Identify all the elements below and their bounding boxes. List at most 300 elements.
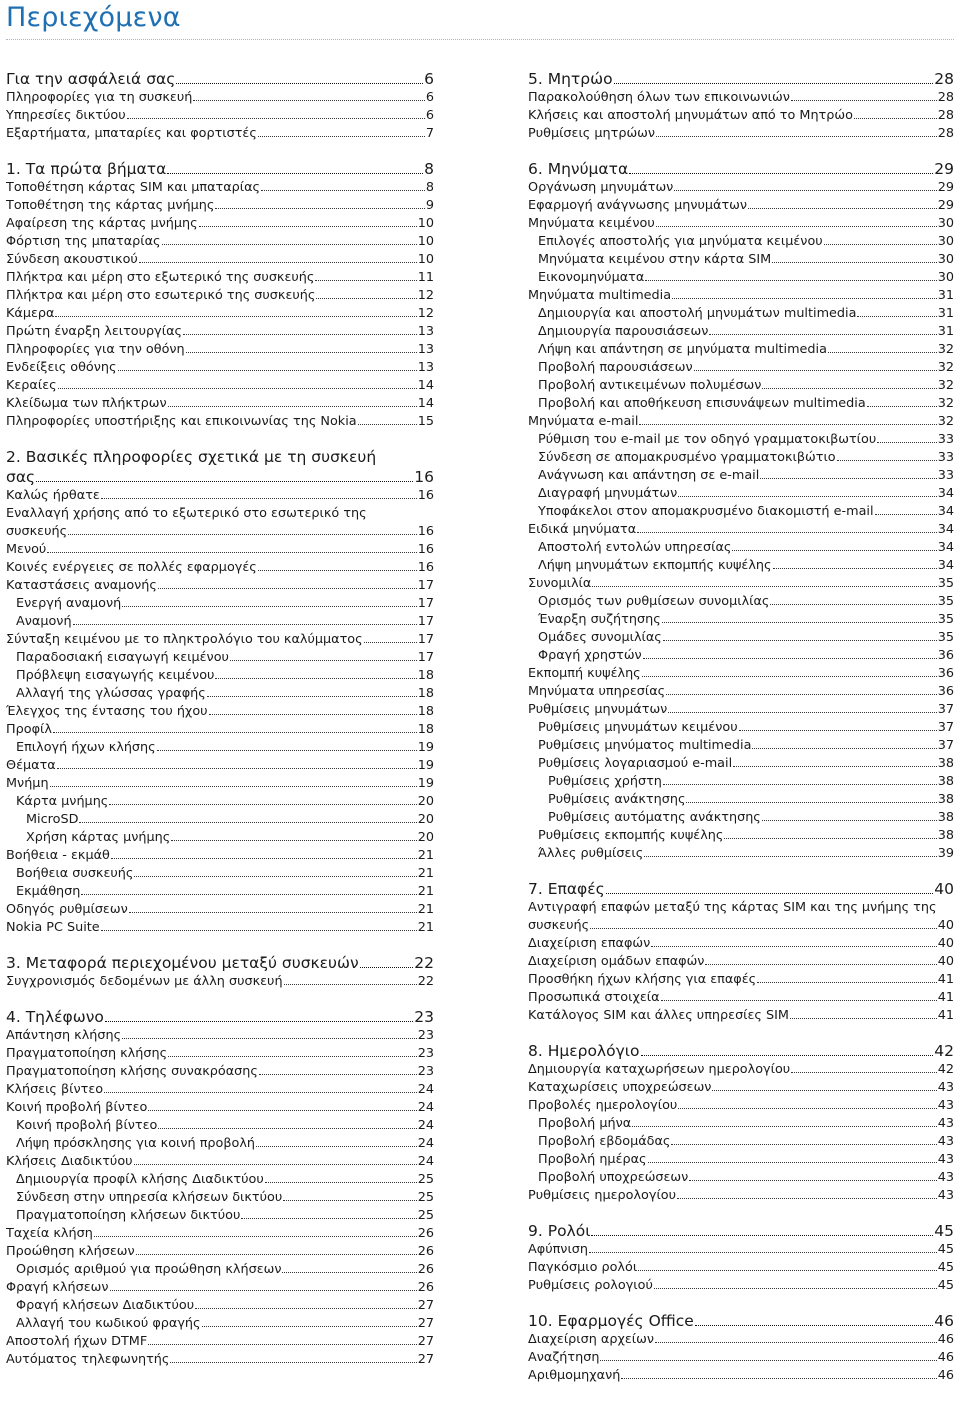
toc-page-number: 21 bbox=[417, 866, 434, 881]
toc-entry[interactable] bbox=[528, 575, 954, 593]
toc-dot-leader bbox=[790, 1018, 937, 1019]
toc-entry[interactable] bbox=[6, 541, 434, 559]
toc-entry-text: MicroSD bbox=[26, 812, 79, 827]
toc-entry[interactable] bbox=[528, 827, 954, 845]
toc-entry[interactable] bbox=[6, 233, 434, 251]
toc-entry[interactable] bbox=[528, 1061, 954, 1079]
toc-dot-leader bbox=[168, 1056, 417, 1057]
toc-page-number: 33 bbox=[937, 450, 954, 465]
toc-page-number: 16 bbox=[417, 524, 434, 539]
toc-entry-text: Κάμερα bbox=[6, 306, 55, 321]
toc-entry[interactable] bbox=[6, 1207, 434, 1225]
toc-entry-text: Κεραίες bbox=[6, 378, 57, 393]
toc-page-number: 20 bbox=[417, 830, 434, 845]
toc-entry-text: Προώθηση κλήσεων bbox=[6, 1244, 135, 1259]
toc-page-number: 42 bbox=[934, 1042, 954, 1060]
toc-page-number: 28 bbox=[937, 126, 954, 141]
toc-page-number: 7 bbox=[425, 126, 434, 141]
toc-entry[interactable] bbox=[528, 107, 954, 125]
toc-section bbox=[6, 159, 434, 431]
toc-entry[interactable] bbox=[6, 179, 434, 197]
toc-entry-text: Λήψη και απάντηση σε μηνύματα multimedia bbox=[538, 342, 827, 357]
toc-entry-text: Αποστολή εντολών υπηρεσίας bbox=[538, 540, 732, 555]
toc-dot-leader bbox=[655, 1342, 937, 1343]
toc-dot-leader bbox=[656, 136, 937, 137]
toc-entry[interactable] bbox=[528, 269, 954, 287]
toc-entry-text: Συνομιλία bbox=[528, 576, 592, 591]
toc-entry-text: Φόρτιση της μπαταρίας bbox=[6, 234, 161, 249]
toc-entry-text: Αριθμομηχανή bbox=[528, 1368, 621, 1383]
toc-entry[interactable] bbox=[528, 251, 954, 269]
toc-entry[interactable] bbox=[6, 919, 434, 937]
toc-dot-leader bbox=[600, 1360, 936, 1361]
toc-entry[interactable] bbox=[528, 89, 954, 107]
toc-entry[interactable] bbox=[6, 739, 434, 757]
toc-entry-text: Μηνύματα κειμένου στην κάρτα SIM bbox=[538, 252, 772, 267]
toc-dot-leader bbox=[118, 370, 417, 371]
toc-entry-text: Πλήκτρα και μέρη στο εσωτερικό της συσκευής bbox=[6, 288, 316, 303]
toc-entry[interactable] bbox=[6, 269, 434, 287]
toc-entry[interactable] bbox=[528, 773, 954, 791]
toc-section bbox=[6, 69, 434, 143]
toc-page-number: 43 bbox=[937, 1080, 954, 1095]
toc-entry[interactable] bbox=[528, 593, 954, 611]
toc-page-number: 29 bbox=[934, 160, 954, 178]
toc-entry-text: Συγχρονισμός δεδομένων με άλλη συσκευή bbox=[6, 974, 283, 989]
toc-dot-leader bbox=[668, 712, 936, 713]
toc-entry-line bbox=[528, 917, 954, 935]
toc-entry[interactable] bbox=[6, 395, 434, 413]
toc-entry[interactable] bbox=[528, 539, 954, 557]
toc-entry-text: Πραγματοποίηση κλήσεων δικτύου bbox=[16, 1208, 241, 1223]
toc-dot-leader bbox=[315, 280, 416, 281]
toc-entry-text: Λήψη πρόσκλησης για κοινή προβολή bbox=[16, 1136, 256, 1151]
toc-entry[interactable] bbox=[528, 845, 954, 863]
toc-dot-leader bbox=[101, 930, 417, 931]
toc-entry[interactable] bbox=[528, 611, 954, 629]
toc-page-number: 32 bbox=[937, 342, 954, 357]
toc-page-number: 35 bbox=[937, 576, 954, 591]
toc-entry[interactable] bbox=[528, 557, 954, 575]
toc-dot-leader bbox=[241, 1218, 416, 1219]
toc-entry[interactable] bbox=[6, 613, 434, 631]
toc-dot-leader bbox=[589, 1252, 937, 1253]
toc-entry[interactable] bbox=[528, 413, 954, 431]
toc-entry[interactable] bbox=[528, 1331, 954, 1349]
toc-entry[interactable] bbox=[6, 305, 434, 323]
toc-dot-leader bbox=[592, 586, 936, 587]
toc-dot-leader bbox=[791, 1072, 937, 1073]
toc-page-number: 38 bbox=[937, 756, 954, 771]
toc-dot-leader bbox=[732, 550, 936, 551]
toc-entry[interactable] bbox=[6, 1315, 434, 1333]
toc-entry[interactable] bbox=[6, 775, 434, 793]
toc-dot-leader bbox=[857, 316, 936, 317]
toc-page-number: 43 bbox=[937, 1152, 954, 1167]
toc-entry[interactable] bbox=[528, 197, 954, 215]
toc-entry[interactable] bbox=[528, 665, 954, 683]
toc-entry[interactable] bbox=[528, 341, 954, 359]
toc-dot-leader bbox=[258, 136, 425, 137]
toc-dot-leader bbox=[678, 496, 936, 497]
toc-page-number: 33 bbox=[937, 468, 954, 483]
toc-dot-leader bbox=[663, 640, 937, 641]
toc-page-number: 19 bbox=[417, 758, 434, 773]
toc-dot-leader bbox=[674, 190, 936, 191]
toc-entry[interactable] bbox=[528, 1349, 954, 1367]
toc-page-number: 43 bbox=[937, 1170, 954, 1185]
toc-entry[interactable] bbox=[6, 1081, 434, 1099]
toc-entry[interactable] bbox=[6, 89, 434, 107]
toc-page-number: 45 bbox=[937, 1242, 954, 1257]
toc-entry-text: Κάρτα μνήμης bbox=[16, 794, 109, 809]
toc-entry-text: Παρακολούθηση όλων των επικοινωνιών bbox=[528, 90, 790, 105]
toc-entry[interactable] bbox=[6, 1171, 434, 1189]
toc-entry[interactable] bbox=[6, 649, 434, 667]
toc-chapter-entry[interactable] bbox=[6, 159, 434, 179]
toc-entry-text: Προσθήκη ήχων κλήσης για επαφές bbox=[528, 972, 757, 987]
toc-entry[interactable] bbox=[6, 1243, 434, 1261]
toc-entry[interactable] bbox=[6, 559, 434, 577]
toc-chapter-entry[interactable] bbox=[528, 879, 954, 899]
toc-entry[interactable] bbox=[6, 1099, 434, 1117]
toc-entry[interactable] bbox=[6, 1261, 434, 1279]
toc-page-number: 45 bbox=[937, 1260, 954, 1275]
toc-entry[interactable] bbox=[528, 215, 954, 233]
toc-entry[interactable] bbox=[528, 233, 954, 251]
toc-page-number: 21 bbox=[417, 884, 434, 899]
toc-entry-text: Ταχεία κλήση bbox=[6, 1226, 93, 1241]
toc-entry[interactable] bbox=[6, 793, 434, 811]
toc-chapter-entry[interactable] bbox=[528, 69, 954, 89]
toc-entry[interactable] bbox=[528, 1259, 954, 1277]
toc-page-number: 38 bbox=[937, 774, 954, 789]
toc-page-number: 22 bbox=[414, 954, 434, 972]
toc-entry-text: Αποστολή ήχων DTMF bbox=[6, 1334, 148, 1349]
toc-entry[interactable] bbox=[6, 287, 434, 305]
toc-entry[interactable] bbox=[528, 791, 954, 809]
toc-page-number: 17 bbox=[417, 632, 434, 647]
toc-chapter-entry[interactable] bbox=[6, 953, 434, 973]
toc-page-number: 10 bbox=[417, 252, 434, 267]
toc-right-column bbox=[528, 69, 954, 1401]
toc-entry[interactable] bbox=[528, 305, 954, 323]
toc-dot-leader bbox=[158, 1128, 416, 1129]
toc-dot-leader bbox=[724, 838, 936, 839]
toc-entry[interactable] bbox=[6, 1279, 434, 1297]
toc-page-number: 13 bbox=[417, 360, 434, 375]
toc-entry[interactable] bbox=[6, 703, 434, 721]
toc-chapter-entry[interactable] bbox=[528, 1041, 954, 1061]
toc-page-number: 26 bbox=[417, 1244, 434, 1259]
toc-dot-leader bbox=[168, 406, 417, 407]
toc-entry[interactable] bbox=[528, 1133, 954, 1151]
toc-entry-text: Προβολή μήνα bbox=[538, 1116, 632, 1131]
toc-entry[interactable] bbox=[6, 721, 434, 739]
toc-entry-text: Φραγή κλήσεων bbox=[6, 1280, 109, 1295]
toc-chapter-entry[interactable] bbox=[6, 447, 434, 487]
toc-entry-text: Ανάγνωση και απάντηση σε e-mail bbox=[538, 468, 760, 483]
toc-page-number: 17 bbox=[417, 596, 434, 611]
toc-page-number: 29 bbox=[937, 180, 954, 195]
toc-entry[interactable] bbox=[6, 685, 434, 703]
toc-entry[interactable] bbox=[6, 487, 434, 505]
toc-entry[interactable] bbox=[528, 935, 954, 953]
toc-dot-leader bbox=[171, 840, 416, 841]
toc-entry[interactable] bbox=[6, 1063, 434, 1081]
toc-entry[interactable] bbox=[528, 431, 954, 449]
toc-entry[interactable] bbox=[6, 1045, 434, 1063]
toc-entry[interactable] bbox=[528, 1367, 954, 1385]
toc-entry[interactable] bbox=[6, 125, 434, 143]
toc-entry-text: Προβολή ημέρας bbox=[538, 1152, 647, 1167]
toc-page-number: 21 bbox=[417, 920, 434, 935]
toc-entry[interactable] bbox=[6, 1027, 434, 1045]
toc-entry-text: Πληροφορίες για τη συσκευή bbox=[6, 90, 193, 105]
toc-entry[interactable] bbox=[528, 989, 954, 1007]
toc-dot-leader bbox=[261, 190, 425, 191]
toc-chapter-entry[interactable] bbox=[6, 1007, 434, 1027]
toc-entry-text: Ρυθμίσεις μητρώων bbox=[528, 126, 656, 141]
toc-entry[interactable] bbox=[528, 179, 954, 197]
toc-dot-leader bbox=[643, 658, 937, 659]
toc-entry-text: Προβολή παρουσιάσεων bbox=[538, 360, 693, 375]
toc-page-number: 26 bbox=[417, 1280, 434, 1295]
toc-entry-text: Αλλαγή του κωδικού φραγής bbox=[16, 1316, 201, 1331]
toc-dot-leader bbox=[733, 766, 937, 767]
toc-entry[interactable] bbox=[6, 359, 434, 377]
toc-dot-leader bbox=[695, 1325, 933, 1326]
toc-page-number: 13 bbox=[417, 324, 434, 339]
toc-section bbox=[6, 953, 434, 991]
toc-entry[interactable] bbox=[6, 1189, 434, 1207]
toc-entry[interactable] bbox=[528, 647, 954, 665]
toc-entry[interactable] bbox=[6, 901, 434, 919]
toc-dot-leader bbox=[637, 532, 937, 533]
toc-page-number: 43 bbox=[937, 1098, 954, 1113]
toc-entry[interactable] bbox=[528, 1007, 954, 1025]
toc-page-number: 11 bbox=[417, 270, 434, 285]
toc-entry[interactable] bbox=[528, 737, 954, 755]
toc-dot-leader bbox=[167, 173, 423, 174]
toc-entry[interactable] bbox=[6, 251, 434, 269]
toc-page-number: 35 bbox=[937, 594, 954, 609]
toc-dot-leader bbox=[207, 696, 417, 697]
toc-entry-text: Κατάλογος SIM και άλλες υπηρεσίες SIM bbox=[528, 1008, 789, 1023]
toc-dot-leader bbox=[256, 1146, 417, 1147]
toc-entry-text: Για την ασφάλειά σας bbox=[6, 70, 176, 88]
toc-entry-text: Φραγή χρηστών bbox=[538, 648, 642, 663]
toc-entry[interactable] bbox=[6, 883, 434, 901]
toc-entry[interactable] bbox=[528, 485, 954, 503]
toc-dot-leader bbox=[648, 1162, 937, 1163]
toc-entry[interactable] bbox=[528, 503, 954, 521]
toc-entry[interactable] bbox=[528, 521, 954, 539]
toc-entry[interactable] bbox=[528, 287, 954, 305]
toc-entry-text: Έλεγχος της έντασης του ήχου bbox=[6, 704, 208, 719]
toc-entry[interactable] bbox=[528, 359, 954, 377]
toc-entry[interactable] bbox=[6, 413, 434, 431]
toc-entry[interactable] bbox=[6, 667, 434, 685]
toc-page-number: 45 bbox=[934, 1222, 954, 1240]
toc-page-number: 35 bbox=[937, 612, 954, 627]
toc-entry[interactable] bbox=[528, 899, 954, 935]
toc-entry[interactable] bbox=[528, 755, 954, 773]
toc-dot-leader bbox=[109, 804, 416, 805]
toc-entry[interactable] bbox=[528, 1115, 954, 1133]
toc-entry[interactable] bbox=[6, 595, 434, 613]
toc-dot-leader bbox=[642, 676, 937, 677]
toc-entry[interactable] bbox=[6, 829, 434, 847]
toc-dot-leader bbox=[364, 642, 417, 643]
toc-page-number: 37 bbox=[937, 702, 954, 717]
toc-chapter-entry[interactable] bbox=[528, 1311, 954, 1331]
toc-page-number: 16 bbox=[417, 560, 434, 575]
toc-entry[interactable] bbox=[528, 449, 954, 467]
toc-section bbox=[528, 159, 954, 863]
toc-entry[interactable] bbox=[6, 197, 434, 215]
toc-entry[interactable] bbox=[6, 1297, 434, 1315]
toc-entry[interactable] bbox=[528, 953, 954, 971]
toc-entry[interactable] bbox=[528, 719, 954, 737]
toc-entry-text: Εναλλαγή χρήσης από το εξωτερικό στο εσωτερικό της bbox=[6, 506, 367, 521]
toc-dot-leader bbox=[265, 1182, 417, 1183]
toc-dot-leader bbox=[53, 732, 417, 733]
toc-dot-leader bbox=[68, 534, 417, 535]
toc-entry[interactable] bbox=[6, 1117, 434, 1135]
toc-entry[interactable] bbox=[6, 631, 434, 649]
toc-entry-text: Κλείδωμα των πλήκτρων bbox=[6, 396, 167, 411]
toc-page-number: 12 bbox=[417, 306, 434, 321]
toc-entry[interactable] bbox=[528, 377, 954, 395]
toc-dot-leader bbox=[705, 964, 936, 965]
toc-dot-leader bbox=[157, 750, 417, 751]
toc-entry[interactable] bbox=[528, 323, 954, 341]
toc-entry[interactable] bbox=[528, 395, 954, 413]
toc-entry[interactable] bbox=[6, 505, 434, 541]
toc-entry-text: Ειδικά μηνύματα bbox=[528, 522, 637, 537]
toc-dot-leader bbox=[656, 226, 937, 227]
toc-entry-text: Λήψη μηνυμάτων εκπομπής κυψέλης bbox=[538, 558, 772, 573]
toc-section bbox=[528, 1221, 954, 1295]
toc-entry-text: 7. Επαφές bbox=[528, 880, 605, 898]
toc-entry[interactable] bbox=[6, 1153, 434, 1171]
toc-dot-leader bbox=[58, 388, 417, 389]
toc-entry[interactable] bbox=[6, 811, 434, 829]
toc-dot-leader bbox=[358, 424, 417, 425]
toc-entry-text: Προβολή και αποθήκευση επισυνάψεων multimedia bbox=[538, 396, 866, 411]
toc-page-number: 30 bbox=[937, 270, 954, 285]
toc-dot-leader bbox=[199, 226, 417, 227]
toc-entry-text: Προσωπικά στοιχεία bbox=[528, 990, 660, 1005]
toc-page-number: 21 bbox=[417, 848, 434, 863]
toc-dot-leader bbox=[762, 820, 937, 821]
toc-dot-leader bbox=[590, 928, 937, 929]
toc-entry[interactable] bbox=[6, 107, 434, 125]
toc-page-number: 43 bbox=[937, 1188, 954, 1203]
toc-dot-leader bbox=[73, 624, 417, 625]
toc-entry-text: Ρυθμίσεις χρήστη bbox=[548, 774, 662, 789]
toc-entry[interactable] bbox=[528, 1151, 954, 1169]
toc-page-number: 46 bbox=[937, 1350, 954, 1365]
toc-entry[interactable] bbox=[6, 323, 434, 341]
toc-entry[interactable] bbox=[528, 467, 954, 485]
toc-dot-leader bbox=[183, 334, 417, 335]
toc-entry[interactable] bbox=[528, 1241, 954, 1259]
toc-chapter-entry[interactable] bbox=[6, 69, 434, 89]
toc-dot-leader bbox=[81, 894, 416, 895]
toc-entry-text: Κλήσεις Διαδικτύου bbox=[6, 1154, 133, 1169]
toc-entry[interactable] bbox=[528, 125, 954, 143]
toc-page-number: 41 bbox=[937, 990, 954, 1005]
toc-entry[interactable] bbox=[6, 1333, 434, 1351]
toc-entry[interactable] bbox=[6, 865, 434, 883]
toc-entry-text: Υποφάκελοι στον απομακρυσμένο διακομιστή e-mail bbox=[538, 504, 874, 519]
toc-entry[interactable] bbox=[528, 1097, 954, 1115]
toc-page-number: 38 bbox=[937, 792, 954, 807]
toc-entry-text: Υπηρεσίες δικτύου bbox=[6, 108, 126, 123]
toc-entry-text-continued: συσκευής bbox=[528, 918, 590, 933]
toc-chapter-entry[interactable] bbox=[528, 159, 954, 179]
toc-entry[interactable] bbox=[6, 1225, 434, 1243]
toc-entry[interactable] bbox=[528, 1187, 954, 1205]
toc-entry[interactable] bbox=[6, 973, 434, 991]
toc-dot-leader bbox=[79, 822, 416, 823]
toc-dot-leader bbox=[47, 552, 416, 553]
toc-entry-text: Διαχείριση ομάδων επαφών bbox=[528, 954, 705, 969]
toc-dot-leader bbox=[638, 1270, 937, 1271]
toc-entry[interactable] bbox=[528, 629, 954, 647]
toc-entry-text: Φραγή κλήσεων Διαδικτύου bbox=[16, 1298, 195, 1313]
toc-dot-leader bbox=[772, 262, 937, 263]
toc-dot-leader bbox=[110, 1290, 417, 1291]
toc-entry[interactable] bbox=[6, 847, 434, 865]
toc-entry[interactable] bbox=[528, 1169, 954, 1187]
toc-entry[interactable] bbox=[528, 701, 954, 719]
toc-dot-leader bbox=[639, 424, 936, 425]
toc-page-number: 33 bbox=[937, 432, 954, 447]
toc-entry-line bbox=[6, 467, 434, 487]
toc-dot-leader bbox=[748, 208, 937, 209]
toc-entry-text: Προβολή εβδομάδας bbox=[538, 1134, 671, 1149]
toc-page-number: 34 bbox=[937, 540, 954, 555]
toc-entry[interactable] bbox=[528, 971, 954, 989]
toc-dot-leader bbox=[195, 1308, 417, 1309]
toc-left-column bbox=[6, 69, 434, 1385]
toc-entry-text: Τοποθέτηση κάρτας SIM και μπαταρίας bbox=[6, 180, 261, 195]
toc-entry[interactable] bbox=[528, 1277, 954, 1295]
toc-dot-leader bbox=[230, 660, 417, 661]
toc-entry-line bbox=[6, 523, 434, 541]
toc-entry[interactable] bbox=[6, 577, 434, 595]
toc-entry[interactable] bbox=[528, 809, 954, 827]
toc-entry[interactable] bbox=[528, 1079, 954, 1097]
toc-dot-leader bbox=[111, 858, 417, 859]
toc-entry-text: Πραγματοποίηση κλήσης bbox=[6, 1046, 168, 1061]
toc-entry[interactable] bbox=[6, 1135, 434, 1153]
toc-entry[interactable] bbox=[6, 1351, 434, 1369]
toc-entry-text: 2. Βασικές πληροφορίες σχετικά με τη συσκευή bbox=[6, 448, 377, 466]
toc-chapter-entry[interactable] bbox=[528, 1221, 954, 1241]
toc-entry[interactable] bbox=[6, 341, 434, 359]
toc-entry[interactable] bbox=[528, 683, 954, 701]
toc-page-number: 24 bbox=[417, 1118, 434, 1133]
toc-entry-text: Αναζήτηση bbox=[528, 1350, 600, 1365]
toc-entry[interactable] bbox=[6, 377, 434, 395]
toc-entry[interactable] bbox=[6, 757, 434, 775]
toc-entry[interactable] bbox=[6, 215, 434, 233]
toc-dot-leader bbox=[258, 570, 417, 571]
